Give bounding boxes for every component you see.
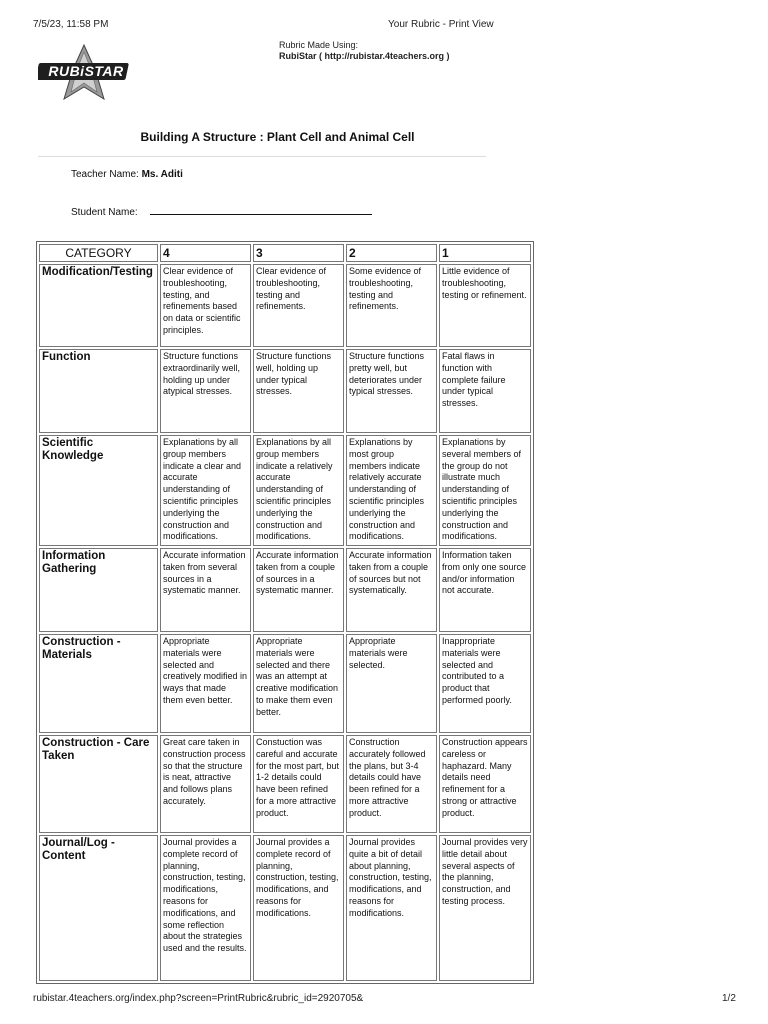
rubric-row [39, 634, 531, 733]
rubric-row [39, 548, 531, 632]
footer-url: rubistar.4teachers.org/index.php?screen=PrintRubric&rubric_id=2920705& [33, 993, 364, 1004]
score-1-description: Information taken from only one source and/or information not accurate. [439, 548, 531, 632]
score-2-description: Structure functions pretty well, but deteriorates under typical stresses. [346, 349, 437, 433]
student-label: Student Name: [71, 207, 138, 218]
score-1-description: Journal provides very little detail about several aspects of the planning, construction, and testing process. [439, 835, 531, 981]
student-name-line [71, 205, 372, 218]
made-using-site: RubiStar ( http://rubistar.4teachers.org ) [279, 51, 450, 61]
score-2-description: Appropriate materials were selected. [346, 634, 437, 733]
score-2-description: Journal provides quite a bit of detail about planning, construction, testing, modifications, and reasons for modifications. [346, 835, 437, 981]
rubric-row [39, 735, 531, 833]
score-3-description: Journal provides a complete record of planning, construction, testing, modifications, and reasons for modifications. [253, 835, 344, 981]
rubric-made-using [279, 40, 450, 62]
row-category: Information Gathering [39, 548, 158, 632]
score-4-description: Structure functions extraordinarily well, holding up under atypical stresses. [160, 349, 251, 433]
made-using-label: Rubric Made Using: [279, 40, 359, 50]
score-1-description: Inappropriate materials were selected and contributed to a product that performed poorly. [439, 634, 531, 733]
score-4-description: Appropriate materials were selected and creatively modified in ways that made them even better. [160, 634, 251, 733]
rubric-row [39, 435, 531, 546]
teacher-name: Ms. Aditi [141, 169, 183, 180]
row-category: Construction - Care Taken [39, 735, 158, 833]
score-2-description: Construction accurately followed the plans, but 3-4 details could have been refined for a more attractive product. [346, 735, 437, 833]
score-4-description: Clear evidence of troubleshooting, testing, and refinements based on data or scientific principles. [160, 264, 251, 347]
document-title: Building A Structure : Plant Cell and Animal Cell [140, 130, 415, 144]
header-category: CATEGORY [39, 244, 158, 262]
print-window-title: Your Rubric - Print View [388, 19, 494, 30]
teacher-label: Teacher Name: [71, 169, 139, 180]
header-score-1: 1 [439, 244, 531, 262]
page-number: 1/2 [722, 993, 736, 1004]
student-name-blank [150, 205, 372, 215]
header-score-2: 2 [346, 244, 437, 262]
rubric-row [39, 264, 531, 347]
rubric-table [36, 241, 534, 984]
rubistar-logo [38, 44, 130, 100]
score-2-description: Explanations by most group members indicate relatively accurate understanding of scientific principles underlying the construction and modifications. [346, 435, 437, 546]
score-2-description: Accurate information taken from a couple of sources but not systematically. [346, 548, 437, 632]
score-3-description: Clear evidence of troubleshooting, testing and refinements. [253, 264, 344, 347]
rubric-row [39, 349, 531, 433]
row-category: Journal/Log - Content [39, 835, 158, 981]
score-3-description: Appropriate materials were selected and there was an attempt at creative modification to make them even better. [253, 634, 344, 733]
logo-text: RUBiSTAR [48, 63, 124, 79]
score-4-description: Accurate information taken from several sources in a systematic manner. [160, 548, 251, 632]
teacher-name-line [71, 169, 183, 180]
header-score-3: 3 [253, 244, 344, 262]
title-divider [38, 156, 486, 157]
row-category: Scientific Knowledge [39, 435, 158, 546]
header-score-4: 4 [160, 244, 251, 262]
score-1-description: Explanations by several members of the group do not illustrate much understanding of scientific principles underlying the construction and modifications. [439, 435, 531, 546]
row-category: Construction - Materials [39, 634, 158, 733]
rubric-row [39, 835, 531, 981]
score-3-description: Constuction was careful and accurate for the most part, but 1-2 details could have been refined for a more attractive product. [253, 735, 344, 833]
score-1-description: Construction appears careless or haphazard. Many details need refinement for a strong or attractive product. [439, 735, 531, 833]
score-1-description: Little evidence of troubleshooting, testing or refinement. [439, 264, 531, 347]
score-2-description: Some evidence of troubleshooting, testing and refinements. [346, 264, 437, 347]
score-4-description: Great care taken in construction process so that the structure is neat, attractive and follows plans accurately. [160, 735, 251, 833]
row-category: Modification/Testing [39, 264, 158, 347]
score-3-description: Accurate information taken from a couple of sources in a systematic manner. [253, 548, 344, 632]
score-3-description: Structure functions well, holding up under typical stresses. [253, 349, 344, 433]
score-4-description: Explanations by all group members indicate a clear and accurate understanding of scientific principles underlying the construction and modifications. [160, 435, 251, 546]
print-date: 7/5/23, 11:58 PM [33, 19, 109, 30]
score-4-description: Journal provides a complete record of planning, construction, testing, modifications, reasons for modifications, and some reflection about the strategies used and the results. [160, 835, 251, 981]
score-3-description: Explanations by all group members indicate a relatively accurate understanding of scientific principles underlying the construction and modifications. [253, 435, 344, 546]
rubric-header-row [39, 244, 531, 262]
score-1-description: Fatal flaws in function with complete failure under typical stresses. [439, 349, 531, 433]
row-category: Function [39, 349, 158, 433]
